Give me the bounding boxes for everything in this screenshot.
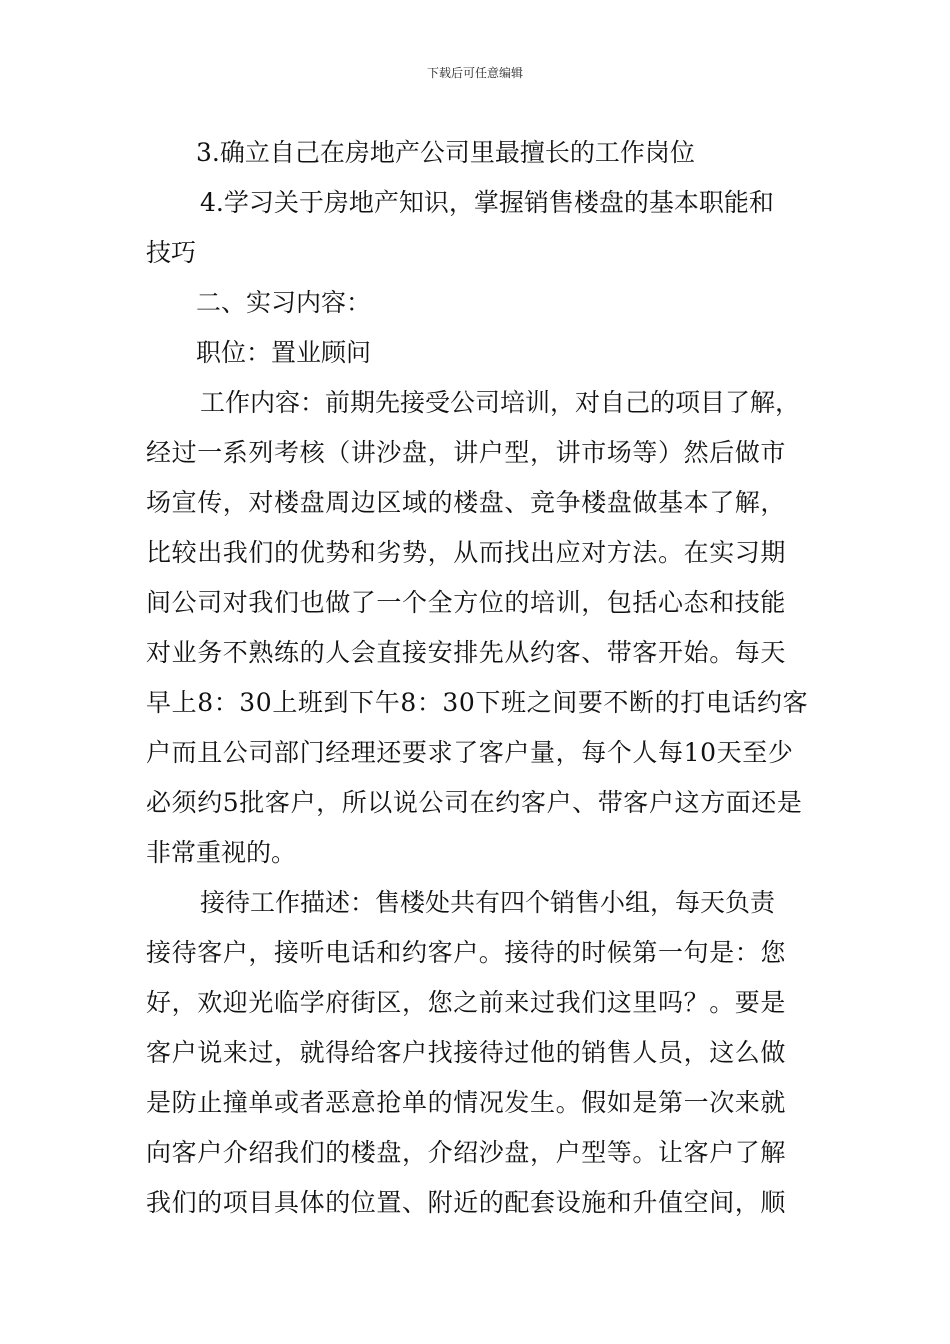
paragraph-line: 比较出我们的优势和劣势，从而找出应对方法。在实习期 [146,538,787,567]
paragraph-line: 好，欢迎光临学府街区，您之前来过我们这里吗？。要是 [146,988,787,1017]
paragraph-line: 是防止撞单或者恶意抢单的情况发生。假如是第一次来就 [146,1088,787,1117]
paragraph-line: 向客户介绍我们的楼盘，介绍沙盘，户型等。让客户了解 [146,1138,787,1167]
paragraph-line: 早上8：30上班到下午8：30下班之间要不断的打电话约客 [146,688,809,717]
paragraph-line: 必须约5批客户，所以说公司在约客户、带客户这方面还是 [146,788,803,817]
document-body [146,128,810,1228]
paragraph-line: 经过一系列考核（讲沙盘，讲户型，讲市场等）然后做市 [146,438,787,467]
section-heading: 二、实习内容： [196,288,372,317]
paragraph-line: 非常重视的。 [146,838,297,867]
paragraph-line: 3.确立自己在房地产公司里最擅长的工作岗位 [196,138,695,167]
paragraph-line: 接待客户，接听电话和约客户。接待的时候第一句是：您 [146,938,787,967]
paragraph-line: 对业务不熟练的人会直接安排先从约客、带客开始。每天 [146,638,787,667]
paragraph-line: 4.学习关于房地产知识，掌握销售楼盘的基本职能和 [200,188,774,217]
paragraph-line: 技巧 [146,238,197,267]
paragraph-line: 我们的项目具体的位置、附近的配套设施和升值空间，顺 [146,1188,787,1217]
paragraph-line: 职位：置业顾问 [196,338,372,367]
header-note: 下载后可任意编辑 [426,66,523,80]
paragraph-line: 接待工作描述：售楼处共有四个销售小组，每天负责 [200,888,776,917]
paragraph-line: 户而且公司部门经理还要求了客户量，每个人每10天至少 [146,738,794,767]
paragraph-line: 场宣传，对楼盘周边区域的楼盘、竞争楼盘做基本了解， [146,488,787,517]
paragraph-line: 间公司对我们也做了一个全方位的培训，包括心态和技能 [146,588,787,617]
paragraph-line: 工作内容：前期先接受公司培训，对自己的项目了解， [200,388,801,417]
paragraph-line: 客户说来过，就得给客户找接待过他的销售人员，这么做 [146,1038,787,1067]
